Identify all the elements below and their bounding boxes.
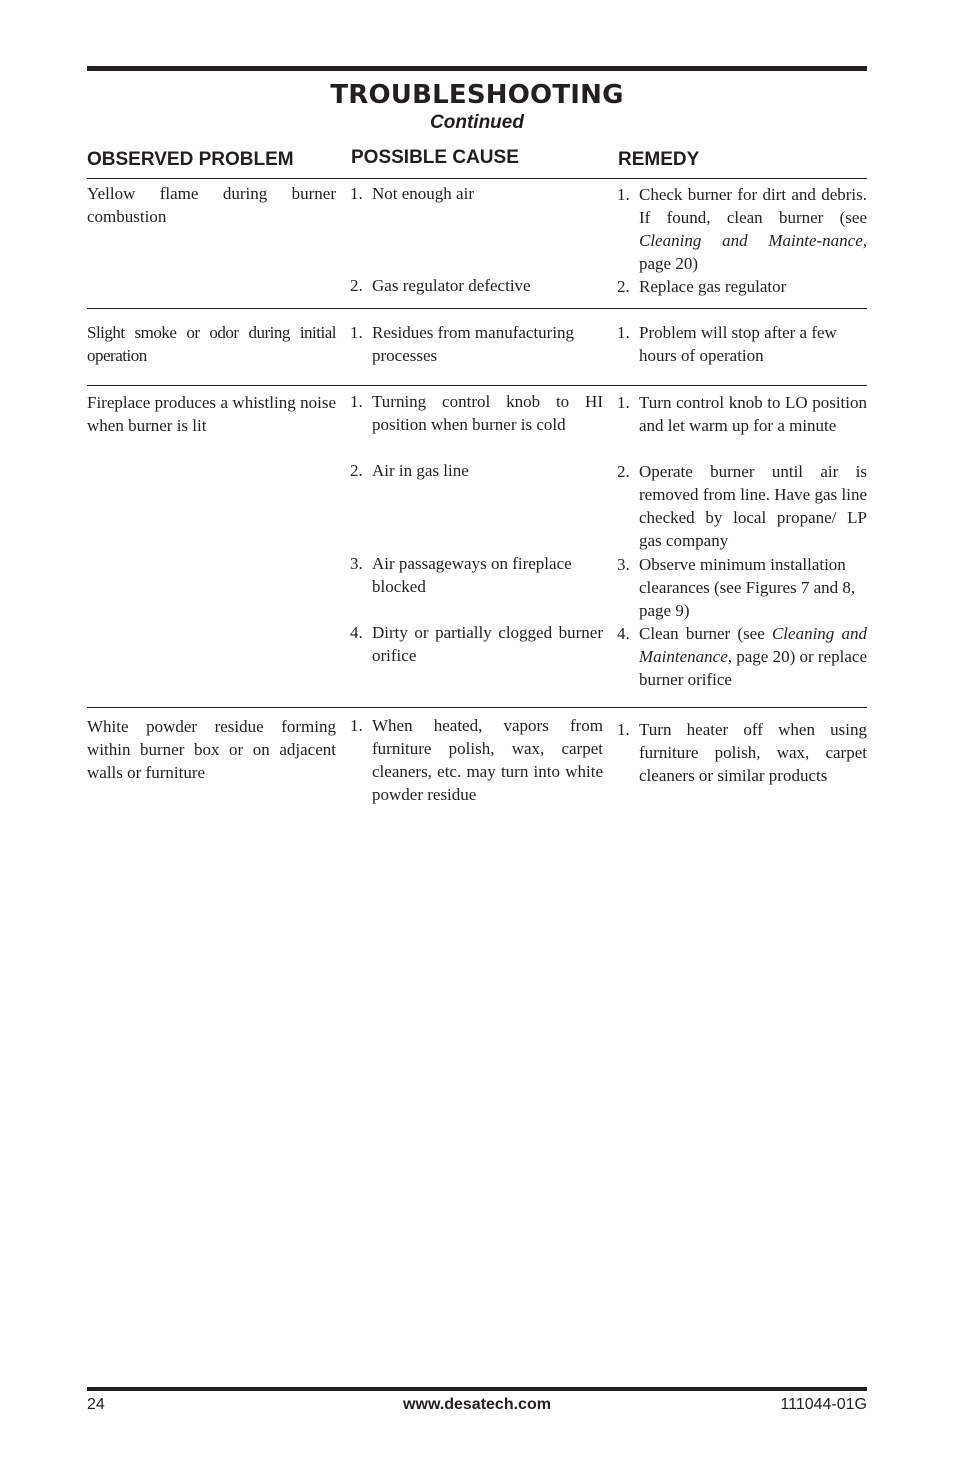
row-3-remedy-2-text: Operate burner until air is removed from line. Have gas line checked by local propane/ LP gas company xyxy=(639,462,867,550)
row-3-remedy-4 xyxy=(617,622,867,691)
row-1-remedy-1-number: 1. xyxy=(617,185,630,204)
top-rule xyxy=(87,66,867,71)
column-header-cause: POSSIBLE CAUSE xyxy=(351,147,519,168)
row-3-remedy-3 xyxy=(617,553,867,622)
row-3-cause-3-text: Air passageways on fireplace blocked xyxy=(372,554,572,596)
row-4-cause-1-number: 1. xyxy=(350,716,363,735)
column-header-problem: OBSERVED PROBLEM xyxy=(87,149,294,170)
row-1-cause-1-text: Not enough air xyxy=(372,184,474,203)
row-2-cause-1-number: 1. xyxy=(350,323,363,342)
row-1-remedy-2-text: Replace gas regulator xyxy=(639,277,787,296)
row-3-remedy-3-number: 3. xyxy=(617,555,630,574)
row-3-problem: Fireplace produces a whistling noise when burner is lit xyxy=(87,393,336,435)
row-3-remedy-2 xyxy=(617,460,867,552)
header-rule xyxy=(87,178,867,179)
row-3-remedy-1 xyxy=(617,391,867,437)
row-1-cause-2-text: Gas regulator defective xyxy=(372,276,531,295)
row-3-cause-3-number: 3. xyxy=(350,554,363,573)
row-3-cause-4-number: 4. xyxy=(350,623,363,642)
row-1-cause-2-number: 2. xyxy=(350,276,363,295)
row-3-remedy-1-text: Turn control knob to LO position and let warm up for a minute xyxy=(639,393,867,435)
row-3-cause-3 xyxy=(350,552,603,598)
row-3-cause-1-text: Turning control knob to HI position when burner is cold xyxy=(372,392,603,434)
row-1-cause-1 xyxy=(350,182,603,205)
row-3-cause-4-text: Dirty or partially clogged burner orifice xyxy=(372,623,603,665)
row-3-remedy-1-number: 1. xyxy=(617,393,630,412)
row-4-cause-1 xyxy=(350,714,603,806)
page-title: TROUBLESHOOTING xyxy=(330,80,624,110)
row-1-remedy-2-number: 2. xyxy=(617,277,630,296)
row-divider xyxy=(87,707,867,708)
row-divider xyxy=(87,385,867,386)
row-1-remedy-1-text: Check burner for dirt and debris. If found, clean burner (see Cleaning and Mainte-nance, page 20) xyxy=(639,185,867,273)
row-1-problem: Yellow flame during burner combustion xyxy=(87,184,336,226)
row-3-remedy-2-number: 2. xyxy=(617,462,630,481)
row-1-remedy-1 xyxy=(617,183,867,275)
row-4-problem: White powder residue forming within burner box or on adjacent walls or furniture xyxy=(87,717,336,782)
row-2-remedy-1-text: Problem will stop after a few hours of operation xyxy=(639,323,837,365)
row-4-cause-1-text: When heated, vapors from furniture polish, wax, carpet cleaners, etc. may turn into white powder residue xyxy=(372,716,603,804)
row-divider xyxy=(87,308,867,309)
row-2-cause-1 xyxy=(350,321,603,367)
row-1-cause-1-number: 1. xyxy=(350,184,363,203)
page-number: 24 xyxy=(87,1396,105,1413)
row-1-cause-2 xyxy=(350,274,603,297)
row-3-remedy-4-number: 4. xyxy=(617,624,630,643)
column-header-remedy: REMEDY xyxy=(618,149,700,170)
bottom-rule xyxy=(87,1387,867,1391)
row-4-remedy-1-number: 1. xyxy=(617,720,630,739)
row-3-cause-1 xyxy=(350,390,603,436)
row-3-cause-2-number: 2. xyxy=(350,461,363,480)
row-3-cause-1-number: 1. xyxy=(350,392,363,411)
page-subtitle: Continued xyxy=(430,112,524,133)
row-4-remedy-1-text: Turn heater off when using furniture polish, wax, carpet cleaners or similar products xyxy=(639,720,867,785)
row-1-remedy-2 xyxy=(617,275,867,298)
row-3-cause-2-text: Air in gas line xyxy=(372,461,469,480)
row-4-remedy-1 xyxy=(617,718,867,787)
row-2-remedy-1 xyxy=(617,321,867,367)
document-number: 111044-01G xyxy=(780,1396,867,1413)
row-2-remedy-1-number: 1. xyxy=(617,323,630,342)
row-2-problem: Slight smoke or odor during initial operation xyxy=(87,323,336,365)
row-3-cause-4 xyxy=(350,621,603,667)
row-2-cause-1-text: Residues from manufacturing processes xyxy=(372,323,575,365)
row-3-cause-2 xyxy=(350,459,603,482)
row-3-remedy-4-text: Clean burner (see Cleaning and Maintenance, page 20) or replace burner orifice xyxy=(639,624,867,689)
website-link[interactable]: www.desatech.com xyxy=(403,1396,551,1413)
row-3-remedy-3-text: Observe minimum installation clearances (see Figures 7 and 8, page 9) xyxy=(639,555,856,620)
